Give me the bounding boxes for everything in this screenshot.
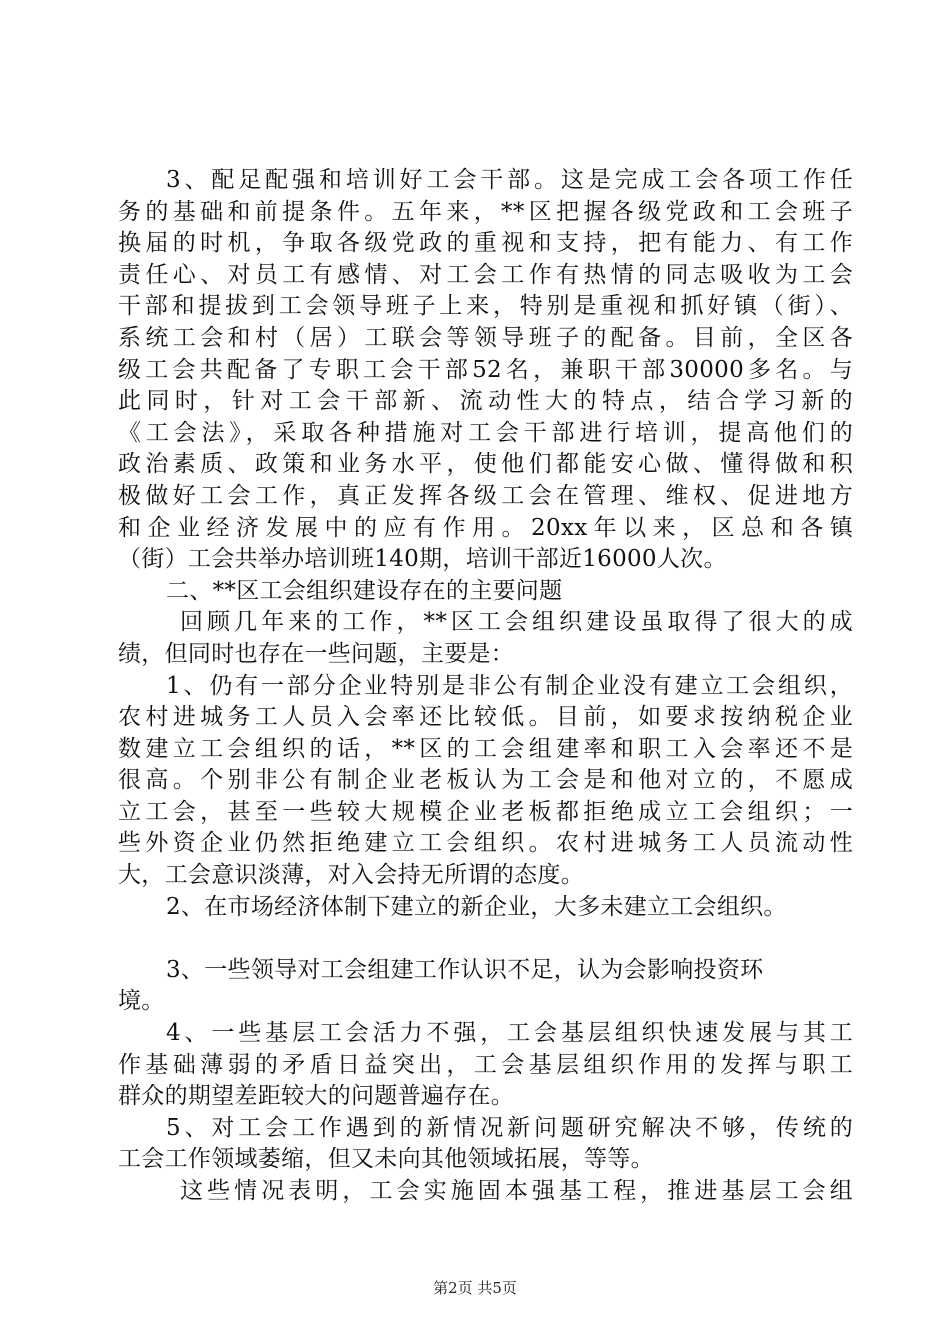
text-line: 3、配足配强和培训好工会干部。这是完成工会各项工作任 <box>166 167 853 193</box>
text-line: 和企业经济发展中的应有作用。20xx年以来，区总和各镇 <box>118 514 853 541</box>
text-line: 5、对工会工作遇到的新情况新问题研究解决不够，传统的 <box>166 1114 853 1141</box>
text-line: 1、仍有一部分企业特别是非公有制企业没有建立工会组织， <box>166 672 853 699</box>
paragraph-spacing <box>118 923 853 955</box>
text-line: 很高。个别非公有制企业老板认为工会是和他对立的，不愿成 <box>118 767 853 794</box>
text-line: 绩，但同时也存在一些问题，主要是： <box>118 640 515 667</box>
document-body <box>118 165 853 1208</box>
text-line: 回顾几年来的工作，**区工会组织建设虽取得了很大的成 <box>180 609 853 636</box>
paragraph <box>118 1113 853 1176</box>
text-line: 政治素质、政策和业务水平，使他们都能安心做、懂得做和积 <box>118 451 853 478</box>
text-line: 大，工会意识淡薄，对入会持无所谓的态度。 <box>118 862 584 889</box>
text-line: 这些情况表明，工会实施固本强基工程，推进基层工会组 <box>180 1178 853 1204</box>
paragraph <box>118 1018 853 1113</box>
text-line: 二、**区工会组织建设存在的主要问题 <box>166 577 563 604</box>
text-line: 务的基础和前提条件。五年来，**区把握各级党政和工会班子 <box>118 198 853 225</box>
text-line: 4、一些基层工会活力不强，工会基层组织快速发展与其工 <box>166 1020 853 1047</box>
text-line: 2、在市场经济体制下建立的新企业，大多未建立工会组织。 <box>166 893 787 920</box>
text-line: 立工会，甚至一些较大规模企业老板都拒绝成立工会组织；一 <box>118 798 853 825</box>
text-line: 极做好工会工作，真正发挥各级工会在管理、维权、促进地方 <box>118 482 853 509</box>
text-line: 3、一些领导对工会组建工作认识不足，认为会影响投资环 <box>166 956 764 983</box>
text-line: 数建立工会组织的话，**区的工会组建率和职工入会率还不是 <box>118 735 853 762</box>
paragraph <box>118 607 853 670</box>
text-line: 责任心、对员工有感情、对工会工作有热情的同志吸收为工会 <box>118 261 853 288</box>
text-line: 作基础薄弱的矛盾日益突出，工会基层组织作用的发挥与职工 <box>118 1051 853 1078</box>
paragraph <box>118 892 853 924</box>
text-line: 些外资企业仍然拒绝建立工会组织。农村进城务工人员流动性 <box>118 830 853 857</box>
text-line: （街）工会共举办培训班140期，培训干部近16000人次。 <box>118 546 727 573</box>
text-line: 群众的期望差距较大的问题普遍存在。 <box>118 1083 515 1110</box>
text-line: 系统工会和村（居）工联会等领导班子的配备。目前，全区各 <box>118 324 853 351</box>
text-line: 《工会法》，采取各种措施对工会干部进行培训，提高他们的 <box>118 419 853 446</box>
text-line: 工会工作领域萎缩，但又未向其他领域拓展，等等。 <box>118 1146 654 1173</box>
text-line: 干部和提拔到工会领导班子上来，特别是重视和抓好镇（街）、 <box>118 293 853 320</box>
paragraph <box>118 671 853 892</box>
paragraph <box>118 576 853 608</box>
text-line: 此同时，针对工会干部新、流动性大的特点，结合学习新的 <box>118 388 853 415</box>
page-footer: 第2页 共5页 <box>433 1279 517 1297</box>
text-line: 换届的时机，争取各级党政的重视和支持，把有能力、有工作 <box>118 230 853 257</box>
text-line: 境。 <box>118 988 165 1015</box>
paragraph <box>118 955 853 1018</box>
text-line: 农村进城务工人员入会率还比较低。目前，如要求按纳税企业 <box>118 704 853 731</box>
paragraph <box>118 165 853 576</box>
text-line: 级工会共配备了专职工会干部52名，兼职干部30000多名。与 <box>118 356 853 383</box>
paragraph <box>118 1176 853 1208</box>
